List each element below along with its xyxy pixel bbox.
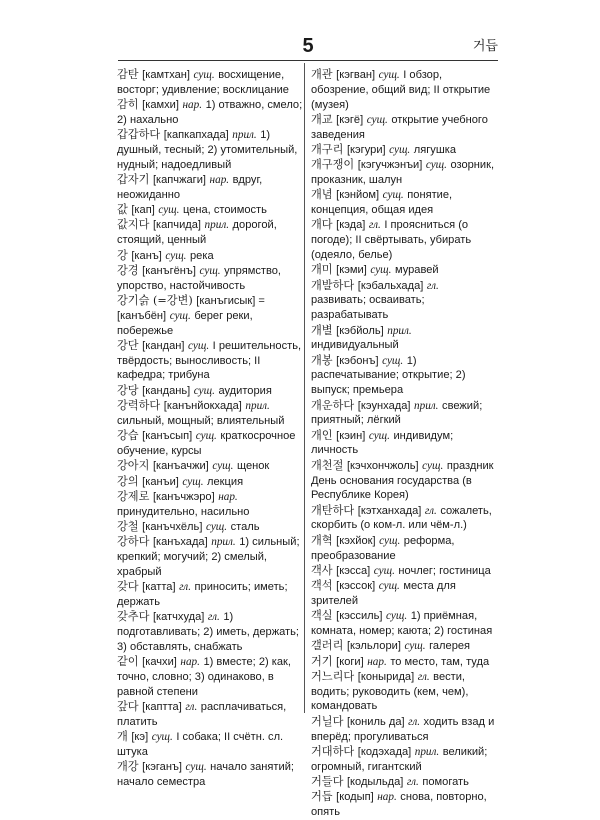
part-of-speech: сущ. <box>382 189 404 202</box>
definition: восхищение, восторг; удивление; восклицание <box>117 69 289 96</box>
pronunciation: [кап] <box>131 204 155 217</box>
headword: 갚다 <box>117 699 139 713</box>
dictionary-entry <box>117 459 303 474</box>
pronunciation: [кэбальхада] <box>357 279 424 292</box>
pronunciation: [канъчжэро] <box>152 490 215 503</box>
dictionary-entry <box>117 98 303 128</box>
pronunciation: [канъ] <box>131 249 162 262</box>
part-of-speech: нар. <box>180 656 200 669</box>
headword: 강철 <box>117 519 139 533</box>
dictionary-entry <box>311 775 497 790</box>
pronunciation: [кэми] <box>336 264 367 277</box>
dictionary-entry <box>311 68 497 112</box>
headword: 개발하다 <box>311 278 355 292</box>
headword: 강의 <box>117 474 139 488</box>
definition: 1) душный, тесный; 2) утомительный, нудный; надоедливый <box>117 129 298 171</box>
headword: 갖추다 <box>117 610 150 624</box>
definition: вдруг, неожиданно <box>117 174 263 201</box>
pronunciation: [кэльлори] <box>346 640 401 653</box>
part-of-speech: нар. <box>367 655 387 668</box>
headword: 개교 <box>311 112 333 126</box>
part-of-speech: прил. <box>232 129 257 142</box>
part-of-speech: гл. <box>426 279 439 292</box>
part-of-speech: нар. <box>182 99 203 112</box>
dictionary-entry <box>311 670 497 714</box>
pronunciation: [конырида] <box>357 670 415 683</box>
headword: 강습 <box>117 429 139 443</box>
pronunciation: [коги] <box>336 655 364 668</box>
pronunciation: [кэгё] <box>336 113 364 126</box>
part-of-speech: прил. <box>245 400 270 413</box>
part-of-speech: гл. <box>408 715 421 728</box>
definition: ходить взад и вперёд; прогуливаться <box>311 715 495 743</box>
part-of-speech: сущ. <box>185 761 207 774</box>
dictionary-entry <box>117 339 303 383</box>
definition: начало занятий; начало семестра <box>117 761 294 788</box>
definition: озорник, проказник, шалун <box>311 159 495 187</box>
dictionary-entry <box>311 218 497 262</box>
headword: 갤러리 <box>311 639 344 653</box>
part-of-speech: сущ. <box>422 459 444 472</box>
part-of-speech: гл. <box>368 219 381 232</box>
part-of-speech: гл. <box>406 775 419 788</box>
headword: 감히 <box>117 98 139 112</box>
part-of-speech: сущ. <box>169 309 191 322</box>
dictionary-entry <box>311 745 497 775</box>
part-of-speech: сущ. <box>158 204 180 217</box>
pronunciation: [кэтханхада] <box>357 504 422 517</box>
definition: открытие учебного заведения <box>311 113 488 141</box>
dictionary-entry <box>311 263 497 278</box>
part-of-speech: сущ. <box>151 731 173 744</box>
dictionary-entry <box>311 399 497 429</box>
dictionary-entry <box>117 173 303 203</box>
dictionary-entry <box>311 579 497 609</box>
dictionary-entry <box>117 68 303 98</box>
headword: 개관 <box>311 68 333 81</box>
part-of-speech: сущ. <box>386 610 408 623</box>
pronunciation: [капкапхада] <box>163 129 229 142</box>
dictionary-entry <box>117 249 303 264</box>
dictionary-entry <box>117 520 303 535</box>
dictionary-entry <box>117 730 303 760</box>
pronunciation: [канъачжи] <box>152 460 209 473</box>
definition: 1) распечатывание; открытие; 2) выпуск; премьера <box>311 354 466 397</box>
definition: 1) сильный; крепкий; могучий; 2) смелый, храбрый <box>117 536 300 578</box>
definition: места для зрителей <box>311 580 456 607</box>
part-of-speech: сущ. <box>205 520 228 533</box>
definition: упрямство, упорство, настойчивость <box>117 264 281 292</box>
part-of-speech: сущ. <box>404 640 426 653</box>
definition: приносить; иметь; держать <box>117 581 288 608</box>
definition: берег реки, побережье <box>117 309 253 337</box>
headword: 개념 <box>311 188 333 202</box>
dictionary-entry <box>311 158 497 188</box>
dictionary-entry <box>117 580 303 610</box>
pronunciation: [канъи] <box>142 475 179 488</box>
dictionary-entry <box>117 760 303 790</box>
definition: река <box>190 249 214 262</box>
definition: ночлег; гостиница <box>398 564 491 577</box>
dictionary-entry <box>311 715 497 745</box>
part-of-speech: сущ. <box>379 534 401 547</box>
dictionary-entry <box>117 535 303 579</box>
definition: лягушка <box>413 143 457 156</box>
pronunciation: [камхи] <box>142 99 179 112</box>
pronunciation: [качхи] <box>142 656 177 669</box>
part-of-speech: сущ. <box>378 580 400 593</box>
headword: 강제로 <box>117 489 150 503</box>
headword: 강아지 <box>117 459 150 473</box>
page-number: 5 <box>302 35 314 57</box>
pronunciation: [канъгисык] = [канъбён] <box>117 294 265 322</box>
definition: понятие, концепция, общая идея <box>311 189 453 217</box>
pronunciation: [кэчхончжоль] <box>346 459 419 472</box>
dictionary-entry <box>117 384 303 399</box>
part-of-speech: гл. <box>185 700 198 713</box>
definition: индивидум; личность <box>311 429 454 457</box>
pronunciation: [кэгури] <box>346 143 386 156</box>
headword: 거닐다 <box>311 714 344 728</box>
headword: 강경 <box>117 263 139 277</box>
pronunciation: [кэссок] <box>336 580 376 593</box>
pronunciation: [кэин] <box>336 429 366 442</box>
pronunciation: [кодыльда] <box>346 775 404 788</box>
definition: великий; огромный, гигантский <box>311 745 488 773</box>
headword: 개탄하다 <box>311 503 355 517</box>
pronunciation: [кэганъ] <box>142 761 182 774</box>
definition: I проясниться (о погоде); II свёртывать, убирать (одеяло, белье) <box>311 219 472 262</box>
headword: 값 <box>117 203 128 217</box>
dictionary-entry <box>117 399 303 429</box>
dictionary-entry <box>311 655 497 670</box>
dictionary-entry <box>311 429 497 459</box>
headword: 객실 <box>311 609 333 623</box>
part-of-speech: сущ. <box>195 430 217 443</box>
headword: 거느리다 <box>311 669 355 683</box>
pronunciation: [кэбонъ] <box>336 354 379 367</box>
pronunciation: [катта] <box>142 581 176 594</box>
definition: развивать; осваивать; разрабатывать <box>311 294 425 322</box>
pronunciation: [кэссиль] <box>336 610 383 623</box>
dictionary-entry <box>117 203 303 218</box>
headword: 개구쟁이 <box>311 158 355 172</box>
headword: 값지다 <box>117 218 150 232</box>
part-of-speech: сущ. <box>382 354 404 367</box>
definition: сожалеть, скорбить (о ком-л. или чём-л.) <box>311 504 492 532</box>
headword: 강당 <box>117 383 139 397</box>
definition: I решительность, твёрдость; выносливость; II кафедра; трибуна <box>117 339 302 382</box>
definition: цена, стоимость <box>182 204 267 217</box>
dictionary-entry <box>117 610 303 654</box>
dictionary-entry <box>311 564 497 579</box>
dictionary-entry <box>311 609 497 639</box>
pronunciation: [канънйокхада] <box>163 400 242 413</box>
pronunciation: [кэхйок] <box>336 534 376 547</box>
dictionary-entry <box>311 504 497 534</box>
headword: 개미 <box>311 263 333 277</box>
definition: вести, водить; руководить (кем, чем), командовать <box>311 670 469 713</box>
definition: аудитория <box>218 384 272 397</box>
pronunciation: [кэунхада] <box>357 399 411 412</box>
headword: 개운하다 <box>311 398 355 412</box>
dictionary-entry <box>311 459 497 503</box>
definition: 1) отважно, смело; 2) нахально <box>117 99 303 126</box>
part-of-speech: гл. <box>417 670 430 683</box>
part-of-speech: сущ. <box>188 339 210 352</box>
part-of-speech: прил. <box>414 399 439 412</box>
part-of-speech: сущ. <box>182 475 204 488</box>
headword: 거대하다 <box>311 744 355 758</box>
headword: 강단 <box>117 338 139 352</box>
definition: снова, повторно, опять <box>311 791 487 819</box>
pronunciation: [канъхада] <box>152 536 208 549</box>
dictionary-entry <box>311 639 497 654</box>
dictionary-entry <box>311 324 497 354</box>
definition: праздник День основания государства (в Республике Корея) <box>311 459 494 502</box>
headword: 거기 <box>311 654 333 668</box>
part-of-speech: сущ. <box>165 249 187 262</box>
definition: 1) подготавливать; 2) иметь, держать; 3) обставлять, снабжать <box>117 611 299 653</box>
dictionary-entry <box>117 490 303 520</box>
part-of-speech: сущ. <box>389 143 411 156</box>
headword: 같이 <box>117 655 139 669</box>
dictionary-entry <box>117 475 303 490</box>
pronunciation: [кэда] <box>336 219 366 232</box>
pronunciation: [кандан] <box>142 339 185 352</box>
definition: свежий; приятный; лёгкий <box>311 399 483 427</box>
dictionary-entry <box>117 294 303 338</box>
dictionary-entry <box>311 534 497 564</box>
pronunciation: [капчжаги] <box>152 174 207 187</box>
headword: 거들다 <box>311 774 344 788</box>
definition: сильный, мощный; влиятельный <box>117 414 285 427</box>
headword: 강하다 <box>117 535 150 549</box>
pronunciation: [канъгёнъ] <box>142 264 196 277</box>
part-of-speech: сущ. <box>366 113 388 126</box>
pronunciation: [кэбйоль] <box>336 324 384 337</box>
pronunciation: [кэгван] <box>336 69 376 81</box>
definition: лекция <box>207 475 244 488</box>
part-of-speech: прил. <box>387 324 412 337</box>
pronunciation: [кодэхада] <box>357 745 412 758</box>
dictionary-entry <box>117 128 303 172</box>
dictionary-entry <box>311 113 497 143</box>
definition: сталь <box>230 520 260 533</box>
headword: 객사 <box>311 563 333 577</box>
headword: 개강 <box>117 760 139 774</box>
pronunciation: [канъсып] <box>142 430 193 443</box>
part-of-speech: нар. <box>377 791 397 804</box>
guide-word: 거듭 <box>472 39 498 54</box>
headword: 거듭 <box>311 790 333 804</box>
pronunciation: [кэсса] <box>336 564 371 577</box>
definition: принудительно, насильно <box>117 505 250 518</box>
part-of-speech: гл. <box>207 611 220 624</box>
definition: I собака; II счётн. сл. штука <box>117 731 284 758</box>
definition: реформа, преобразование <box>311 534 455 562</box>
definition: муравей <box>394 264 439 277</box>
definition: помогать <box>422 775 469 788</box>
part-of-speech: сущ. <box>370 264 392 277</box>
headword: 강기슭 (=강변) <box>117 293 193 307</box>
definition: индивидуальный <box>311 339 399 352</box>
dictionary-entry <box>117 700 303 730</box>
column-divider <box>304 63 305 713</box>
headword: 개다 <box>311 218 333 232</box>
definition: расплачиваться, платить <box>117 700 287 728</box>
pronunciation: [кодып] <box>336 791 374 804</box>
part-of-speech: прил. <box>211 536 236 549</box>
part-of-speech: сущ. <box>212 460 234 473</box>
headword: 개구리 <box>311 142 344 156</box>
definition: I обзор, обозрение, общий вид; II открытие (музея) <box>311 69 491 111</box>
headword: 객석 <box>311 579 333 593</box>
headword: 갑갑하다 <box>117 128 161 142</box>
part-of-speech: нар. <box>209 174 230 187</box>
page-header <box>118 34 498 61</box>
dictionary-entry <box>117 264 303 294</box>
headword: 개 <box>117 730 128 744</box>
dictionary-entry <box>311 790 497 820</box>
part-of-speech: нар. <box>218 490 238 503</box>
dictionary-entry <box>311 354 497 398</box>
dictionary-entry <box>311 188 497 218</box>
pronunciation: [кандань] <box>142 384 191 397</box>
pronunciation: [камтхан] <box>142 69 191 81</box>
headword: 감탄 <box>117 68 139 81</box>
right-column <box>311 68 497 820</box>
part-of-speech: прил. <box>204 219 230 232</box>
headword: 개천절 <box>311 458 344 472</box>
dictionary-entry <box>117 429 303 459</box>
headword: 강력하다 <box>117 399 161 413</box>
headword: 갑자기 <box>117 173 150 187</box>
part-of-speech: сущ. <box>193 69 215 81</box>
definition: то место, там, туда <box>390 655 490 668</box>
pronunciation: [кониль да] <box>346 715 405 728</box>
part-of-speech: сущ. <box>378 69 400 81</box>
definition: щенок <box>236 460 270 473</box>
part-of-speech: гл. <box>179 581 191 594</box>
headword: 개별 <box>311 323 333 337</box>
part-of-speech: сущ. <box>425 159 447 172</box>
pronunciation: [кэнйом] <box>336 189 380 202</box>
part-of-speech: гл. <box>424 504 437 517</box>
part-of-speech: сущ. <box>368 429 390 442</box>
definition: галерея <box>429 640 471 653</box>
dictionary-entry <box>311 143 497 158</box>
pronunciation: [кэгучжэнъи] <box>357 159 423 172</box>
dictionary-entry <box>311 279 497 323</box>
pronunciation: [кэ] <box>131 731 149 744</box>
definition: 1) вместе; 2) как, точно, словно; 3) одинаково, в равной степени <box>117 656 291 698</box>
dictionary-entry <box>117 218 303 248</box>
dictionary-entry <box>117 655 303 699</box>
pronunciation: [каптта] <box>142 700 182 713</box>
definition: 1) приёмная, комната, номер; каюта; 2) гостиная <box>311 610 493 637</box>
part-of-speech: сущ. <box>199 264 221 277</box>
headword: 갖다 <box>117 580 139 594</box>
pronunciation: [капчида] <box>152 219 202 232</box>
headword: 개봉 <box>311 353 333 367</box>
definition: краткосрочное обучение, курсы <box>117 430 296 457</box>
part-of-speech: прил. <box>414 745 440 758</box>
pronunciation: [канъчхёль] <box>142 520 203 533</box>
headword: 개인 <box>311 428 333 442</box>
headword: 개혁 <box>311 533 333 547</box>
pronunciation: [катчхуда] <box>152 611 205 624</box>
definition: дорогой, стоящий, ценный <box>117 219 277 247</box>
headword: 강 <box>117 248 128 262</box>
left-column <box>117 68 303 790</box>
part-of-speech: сущ. <box>193 384 215 397</box>
part-of-speech: сущ. <box>373 564 395 577</box>
